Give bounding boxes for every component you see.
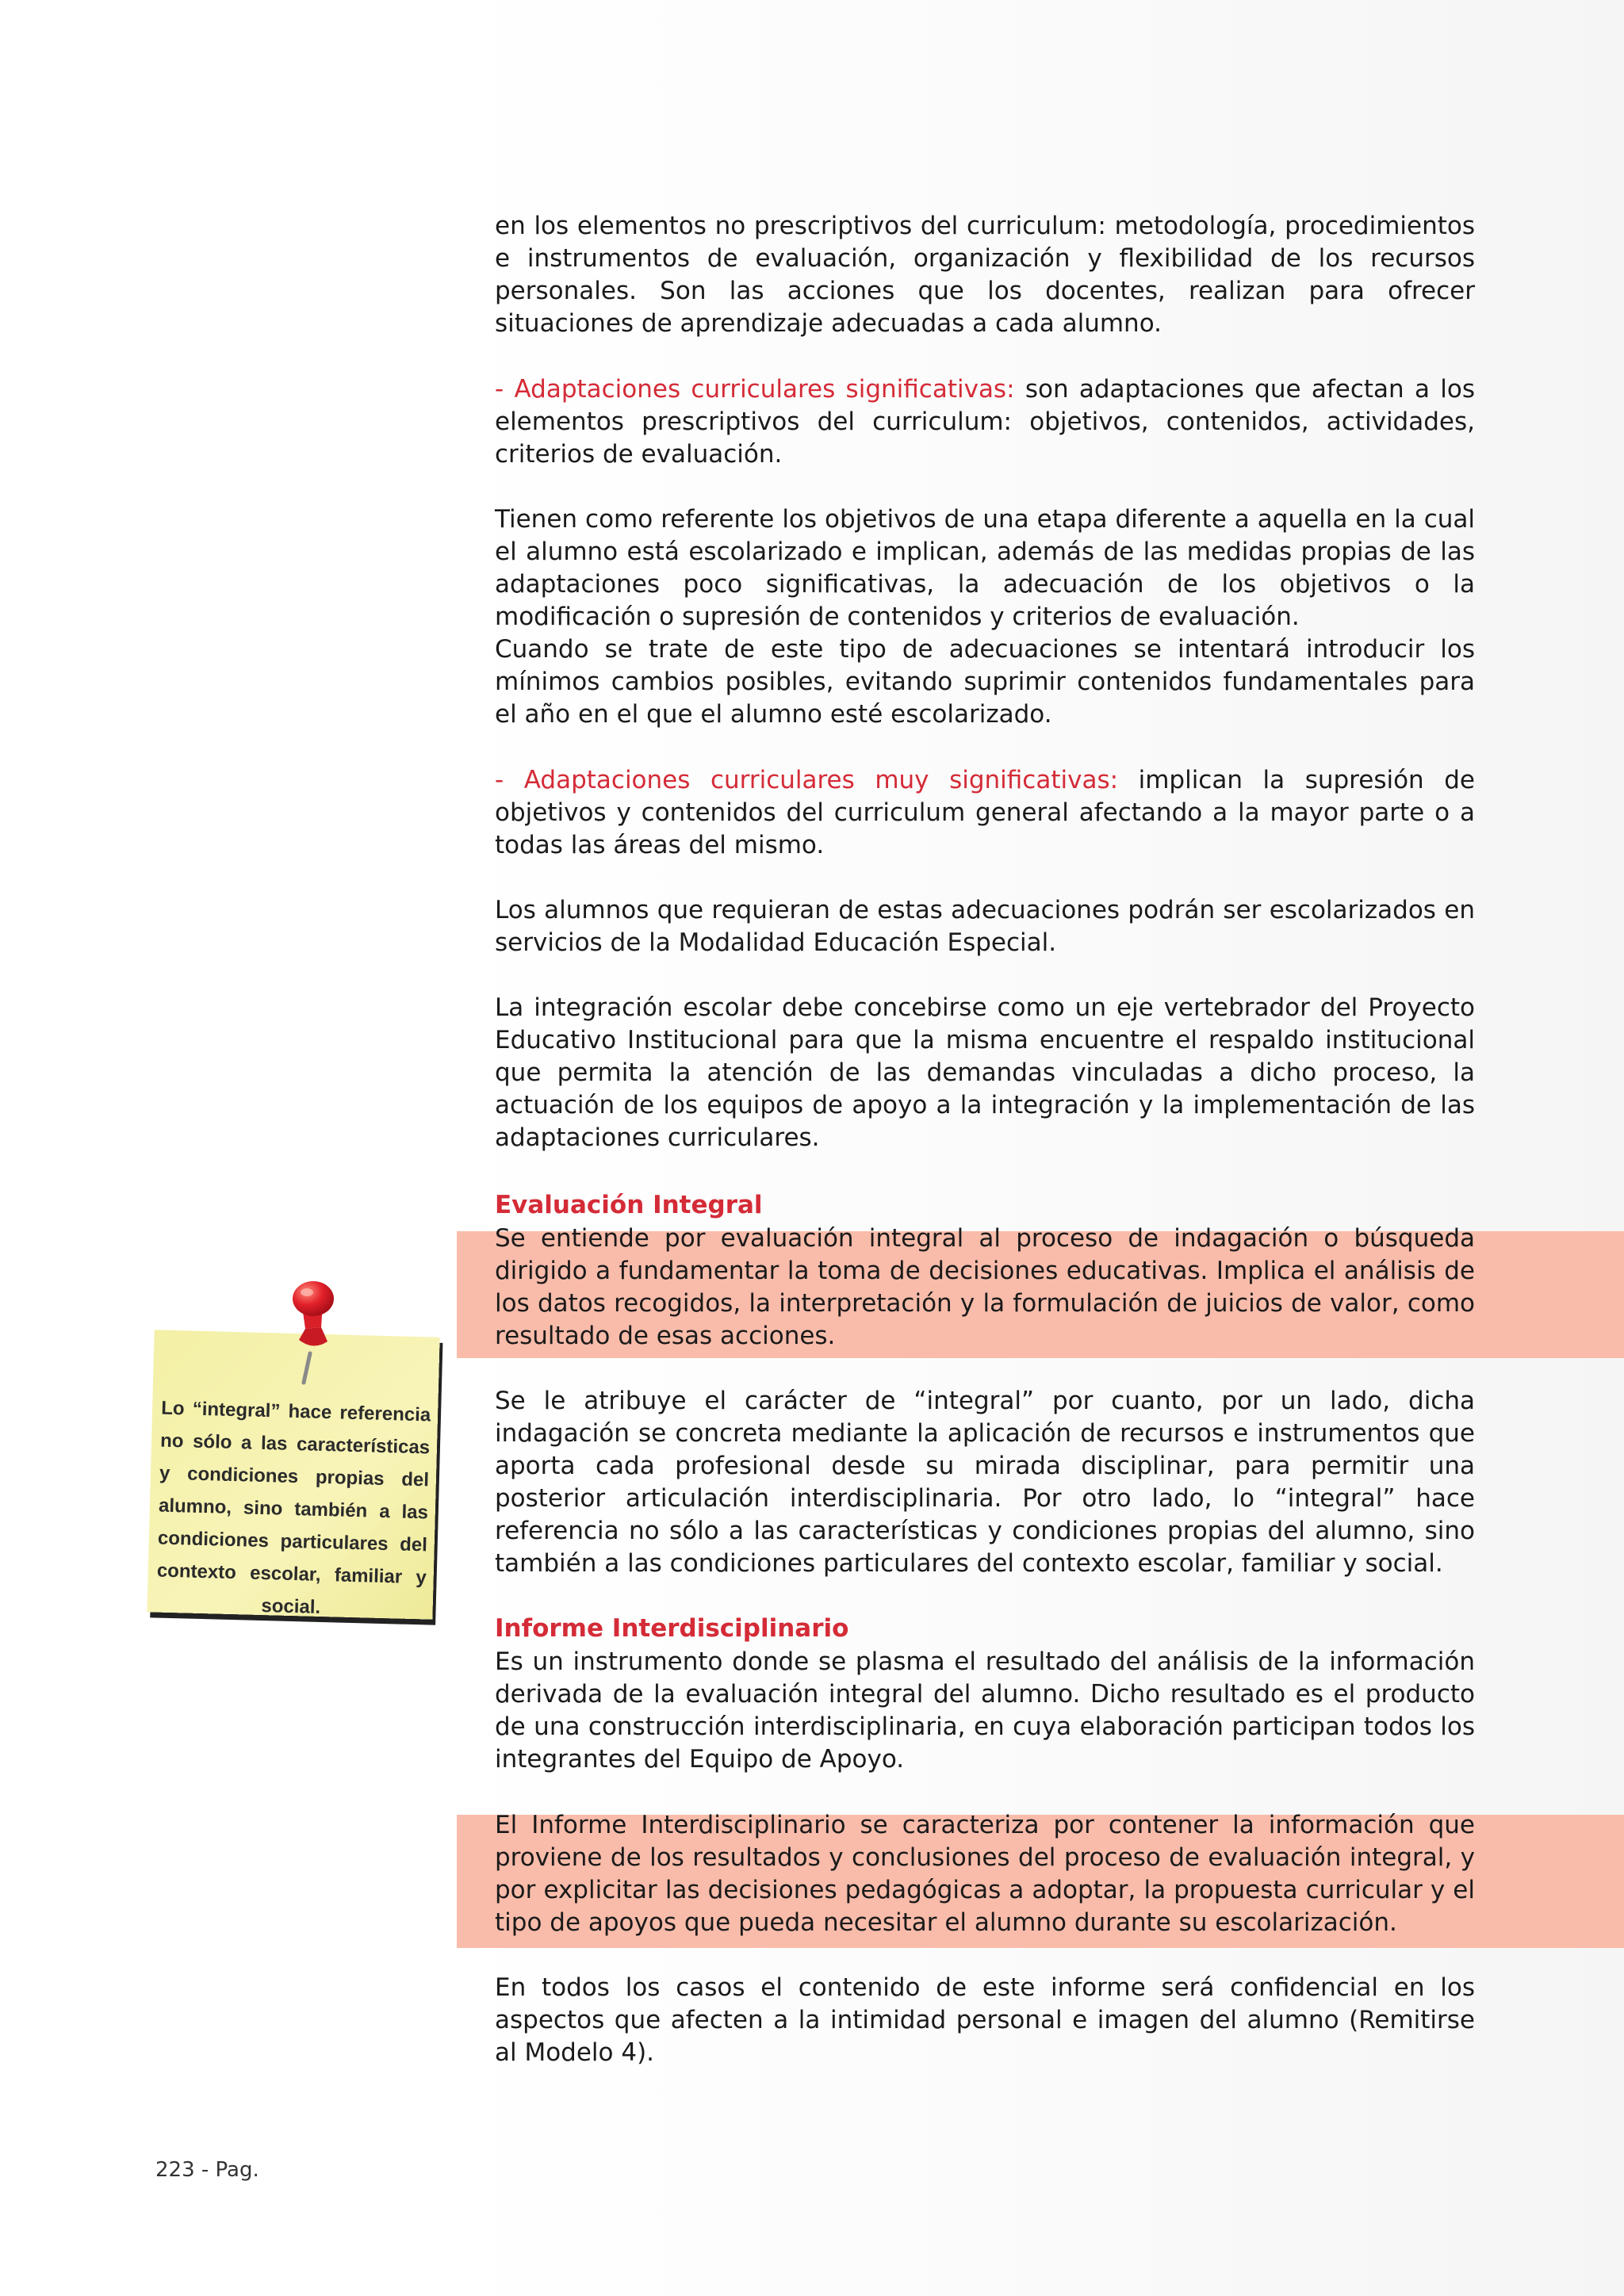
paragraph-integracion: La integración escolar debe concebirse como un eje vertebrador del Proyecto Educativo Institucional para que la misma encuentre el respaldo institucional que permita la atención de las demandas vinculadas a dicho proceso, la actuación de los equipos de apoyo a la integración y la implementación de las adaptaciones curriculares. xyxy=(495,993,1475,1152)
paragraph-alumnos: Los alumnos que requieran de estas adecuaciones podrán ser escolarizados en servicios de la Modalidad Educación Especial. xyxy=(495,896,1475,957)
heading-evaluacion-integral: Evaluación Integral xyxy=(495,1191,763,1219)
paragraph-referente: Tienen como referente los objetivos de una etapa diferente a aquella en la cual el alumno está escolarizado e implican, además de las medidas propias de las adaptaciones poco significativas, la adecuación de los objetivos o la modificación o supresión de contenidos y criterios de evaluación. xyxy=(495,505,1475,631)
page-number: 223 - Pag. xyxy=(155,2158,259,2182)
term-significativas: - Adaptaciones curriculares significativas: xyxy=(495,375,1015,404)
paragraph-confidencial: En todos los casos el contenido de este informe será confidencial en los aspectos que afecten a la intimidad personal e imagen del alumno (Remitirse al Modelo 4). xyxy=(495,1973,1475,2067)
definition-significativas: son adaptaciones que afectan a los elementos prescriptivos del curriculum: objetivos, contenidos, actividades, criterios de evaluación. xyxy=(495,375,1475,469)
heading-informe-interdisciplinario: Informe Interdisciplinario xyxy=(495,1614,849,1643)
paragraph-evaluacion-definicion: Se entiende por evaluación integral al proceso de indagación o búsqueda dirigido a fundamentar la toma de decisiones educativas. Implica el análisis de los datos recogidos, la interpretación y la formulación de juicios de valor, como resultado de esas acciones. xyxy=(495,1224,1475,1350)
definition-muy-significativas: implican la supresión de objetivos y contenidos del curriculum general afectando a la mayor parte o a todas las áreas del mismo. xyxy=(495,766,1475,859)
paragraph-informe-definicion: Es un instrumento donde se plasma el resultado del análisis de la información derivada de la evaluación integral del alumno. Dicho resultado es el producto de una construcción interdisciplinaria, en cuya elaboración participan todos los integrantes del Equipo de Apoyo. xyxy=(495,1647,1475,1774)
paragraph-informe-contenido: El Informe Interdisciplinario se caracteriza por contener la información que proviene de los resultados y conclusiones del proceso de evaluación integral, y por explicitar las decisiones pedagógicas a adoptar, la propuesta curricular y el tipo de apoyos que pueda necesitar el alumno durante su escolarización. xyxy=(495,1811,1475,1937)
sticky-note-text: Lo “integral” hace referencia no sólo a las características y condiciones propias del alumno, sino también a las condiciones particulares del contexto escolar, familiar y social. xyxy=(156,1397,431,1618)
paragraph-significativas xyxy=(495,373,1475,471)
term-muy-significativas: - Adaptaciones curriculares muy significativas: xyxy=(495,766,1119,794)
push-pin-icon xyxy=(282,1278,345,1385)
paragraph-muy-significativas xyxy=(495,764,1475,862)
paragraph-1: en los elementos no prescriptivos del curriculum: metodología, procedimientos e instrumentos de evaluación, organización y flexibilidad de los recursos personales. Son las acciones que los docentes, realizan para ofrecer situaciones de aprendizaje adecuadas a cada alumno. xyxy=(495,212,1475,338)
paragraph-cambios: Cuando se trate de este tipo de adecuaciones se intentará introducir los mínimos cambios posibles, evitando suprimir contenidos fundamentales para el año en el que el alumno esté escolarizado. xyxy=(495,635,1475,729)
paragraph-caracter-integral: Se le atribuye el carácter de “integral” por cuanto, por un lado, dicha indagación se concreta mediante la aplicación de recursos e instrumentos que aporta cada profesional desde su mirada disciplinar, para permitir una posterior articulación interdisciplinaria. Por otro lado, lo “integral” hace referencia no sólo a las características y condiciones propias del alumno, sino también a las condiciones particulares del contexto escolar, familiar y social. xyxy=(495,1387,1475,1578)
